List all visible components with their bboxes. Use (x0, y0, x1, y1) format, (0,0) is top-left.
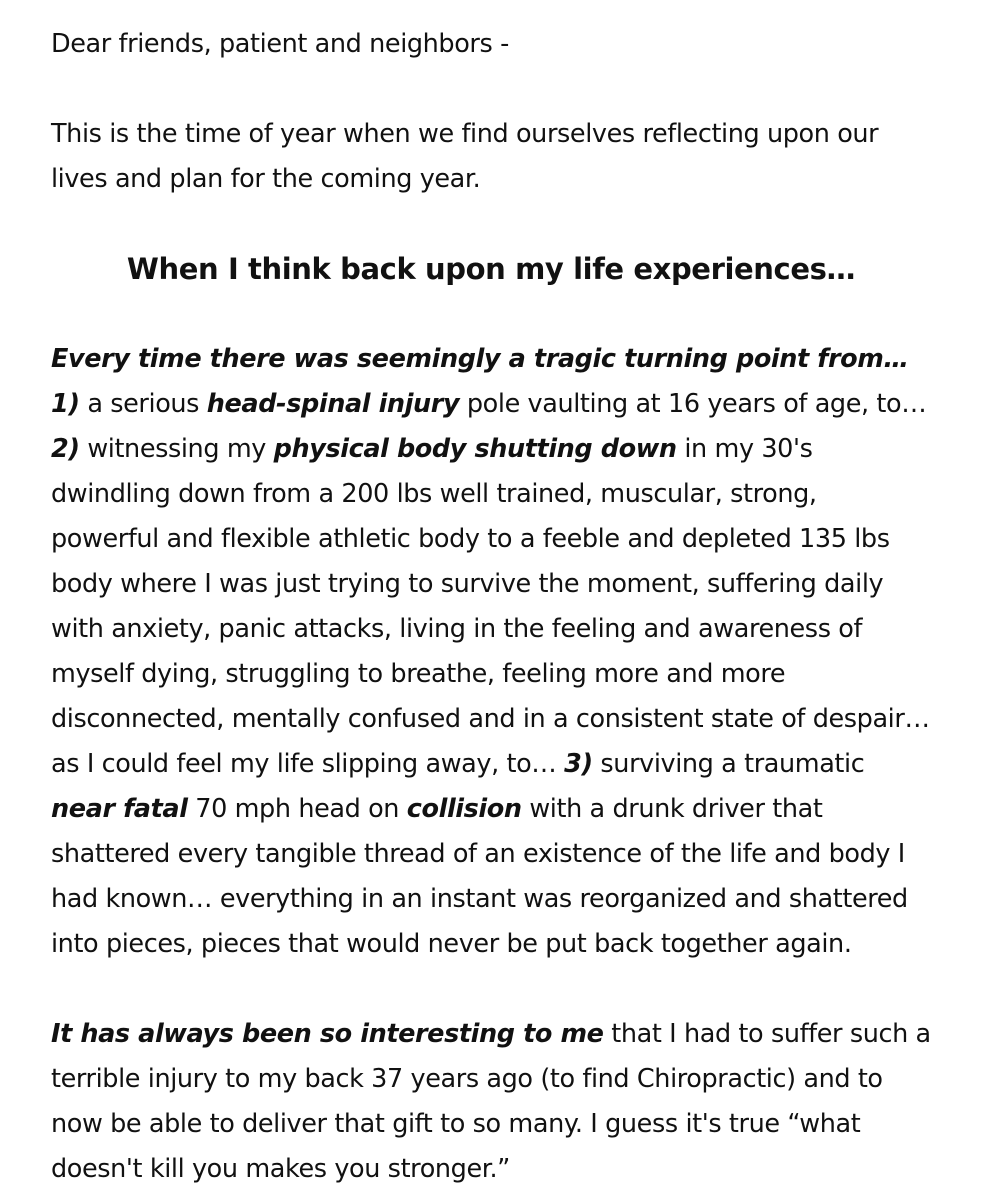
turning-point-item-2-3 (51, 427, 931, 967)
item-number: 3) (564, 749, 593, 779)
closing-lead: It has always been so interesting to me (51, 1019, 604, 1049)
item-text: 70 mph head on (187, 794, 407, 824)
item-text: pole vaulting at 16 years of age, to… (459, 389, 927, 419)
item-number: 2) (51, 434, 80, 464)
salutation: Dear friends, patient and neighbors - (51, 29, 509, 59)
item-emphasis: head-spinal injury (206, 389, 460, 419)
closing-paragraph (51, 1012, 931, 1192)
intro-paragraph: This is the time of year when we find ourselves reflecting upon our lives and plan for the coming year. (51, 119, 879, 194)
closing-body: that I had to suffer such a terrible injury to my back 37 years ago (to find Chiropractic) and to now be able to deliver that gift to so many. I guess it's true “what doesn't kill you makes you stronger.” (51, 1019, 931, 1184)
item-text: in my 30's dwindling down from a 200 lbs well trained, muscular, strong, powerful and flexible athletic body to a feeble and depleted 135 lbs body where I was just trying to survive the moment, suffering daily with anxiety, panic attacks, living in the feeling and awareness of myself dying, struggling to breathe, feeling more and more disconnected, mentally confused and in a consistent state of despair… as I could feel my life slipping away, to… (51, 434, 930, 779)
spacer (51, 202, 931, 247)
turning-point-item-1 (51, 382, 931, 427)
spacer (51, 67, 931, 112)
letter-body (51, 22, 931, 1192)
item-text: a serious (79, 389, 207, 419)
item-emphasis: collision (406, 794, 522, 824)
item-emphasis: near fatal (51, 794, 188, 824)
spacer (51, 292, 931, 337)
item-text: with a drunk driver that shattered every tangible thread of an existence of the life and body I had known… everything in an instant was reorganized and shattered into pieces, pieces that would never be put back together again. (51, 794, 908, 959)
turning-point-lead: Every time there was seemingly a tragic turning point from… (51, 344, 909, 374)
section-heading: When I think back upon my life experiences… (126, 252, 856, 286)
spacer (51, 967, 931, 1012)
item-emphasis: physical body shutting down (273, 434, 677, 464)
item-text: witnessing my (79, 434, 274, 464)
item-number: 1) (51, 389, 80, 419)
item-text: surviving a traumatic (592, 749, 865, 779)
